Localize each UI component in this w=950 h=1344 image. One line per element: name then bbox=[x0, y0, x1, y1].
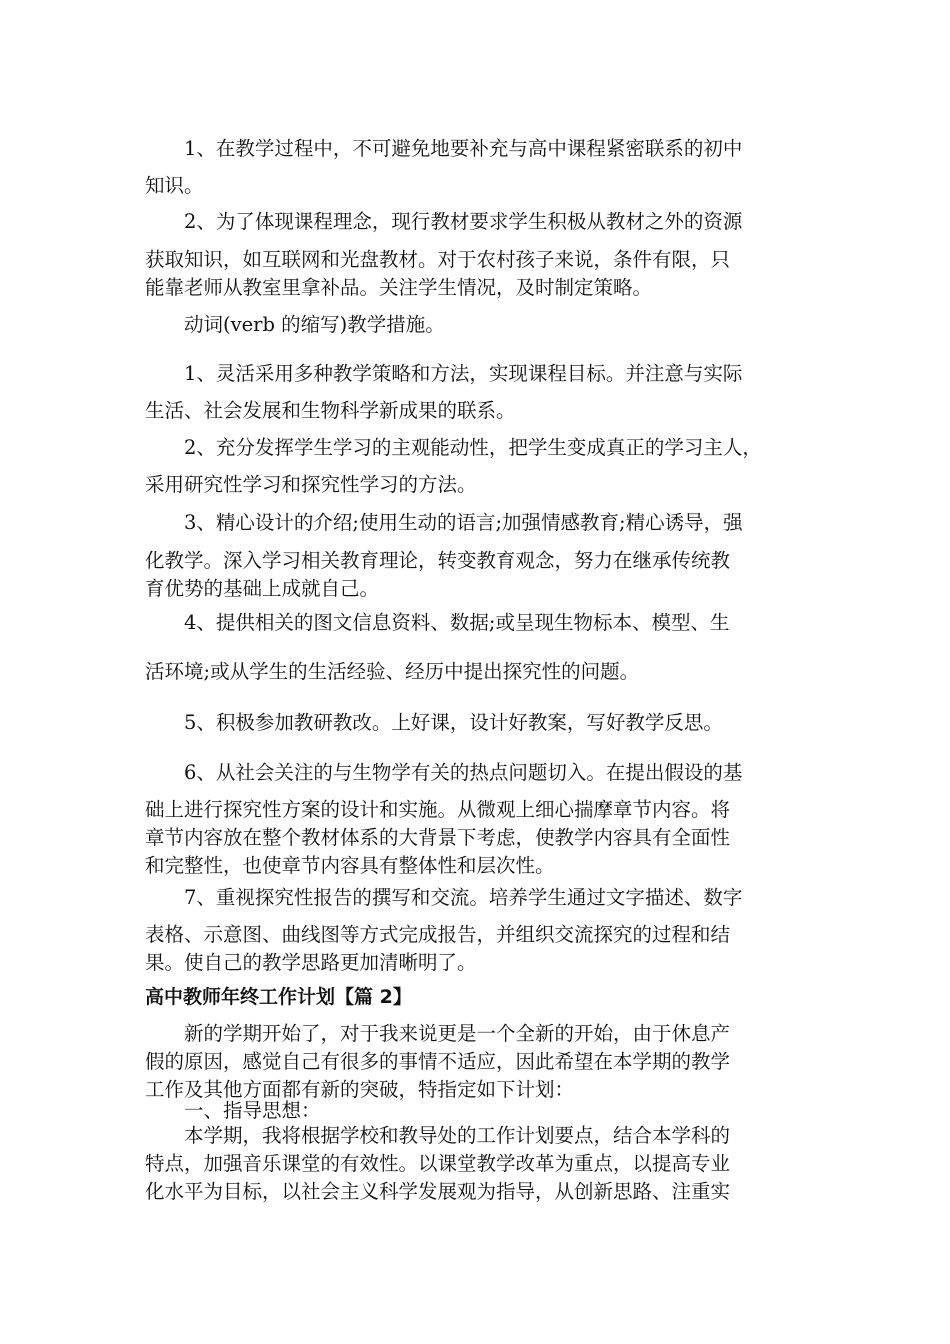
text-line: 和完整性，也使章节内容具有整体性和层次性。 bbox=[145, 854, 555, 877]
paragraph-4 bbox=[145, 360, 815, 425]
text-line: 生活、社会发展和生物科学新成果的联系。 bbox=[145, 399, 516, 422]
text-line: 5、积极参加教研教改。上好课，设计好教案，写好教学反思。 bbox=[145, 711, 723, 734]
paragraph-9 bbox=[145, 759, 815, 880]
text-line: 采用研究性学习和探究性学习的方法。 bbox=[145, 473, 477, 496]
paragraph-2 bbox=[145, 208, 815, 302]
text-line: 活环境;或从学生的生活经验、经历中提出探究性的问题。 bbox=[145, 660, 640, 683]
text-line: 一、指导思想： bbox=[145, 1099, 321, 1122]
text-line: 动词(verb 的缩写)教学措施。 bbox=[145, 313, 445, 336]
paragraph-8 bbox=[145, 709, 815, 737]
text-line: 特点，加强音乐课堂的有效性。以课堂教学改革为重点，以提高专业 bbox=[145, 1152, 731, 1175]
paragraph-7 bbox=[145, 609, 815, 686]
section-heading bbox=[145, 983, 815, 1011]
text-line: 育优势的基础上成就自己。 bbox=[145, 577, 380, 600]
text-line: 知识。 bbox=[145, 174, 204, 197]
text-line: 化教学。深入学习相关教育理论，转变教育观念，努力在继承传统教 bbox=[145, 549, 731, 572]
text-line: 新的学期开始了，对于我来说更是一个全新的开始，由于休息产 bbox=[145, 1022, 731, 1045]
text-line: 4、提供相关的图文信息资料、数据;或呈现生物标本、模型、生 bbox=[145, 611, 730, 634]
paragraph-3 bbox=[145, 311, 815, 339]
text-line: 1、在教学过程中，不可避免地要补充与高中课程紧密联系的初中 bbox=[145, 137, 743, 160]
text-line: 7、重视探究性报告的撰写和交流。培养学生通过文字描述、数字 bbox=[145, 886, 743, 909]
text-line: 表格、示意图、曲线图等方式完成报告，并组织交流探究的过程和结 bbox=[145, 923, 731, 946]
text-line: 获取知识，如互联网和光盘教材。对于农村孩子来说，条件有限，只 bbox=[145, 248, 731, 271]
paragraph-1 bbox=[145, 135, 815, 200]
text-line: 假的原因，感觉自己有很多的事情不适应，因此希望在本学期的教学 bbox=[145, 1050, 731, 1073]
paragraph-12 bbox=[145, 1097, 815, 1125]
text-line: 2、充分发挥学生学习的主观能动性，把学生变成真正的学习主人， bbox=[145, 436, 762, 459]
text-line: 章节内容放在整个教材体系的大背景下考虑，使教学内容具有全面性 bbox=[145, 826, 731, 849]
paragraph-11 bbox=[145, 1020, 815, 1104]
paragraph-5 bbox=[145, 434, 815, 499]
text-line: 化水平为目标，以社会主义科学发展观为指导，从创新思路、注重实 bbox=[145, 1180, 731, 1203]
text-line: 果。使自己的教学思路更加清晰明了。 bbox=[145, 951, 477, 974]
text-line: 3、精心设计的介绍;使用生动的语言;加强情感教育;精心诱导，强 bbox=[145, 511, 743, 534]
paragraph-6 bbox=[145, 509, 815, 603]
text-line: 工作及其他方面都有新的突破，特指定如下计划： bbox=[145, 1078, 575, 1101]
paragraph-10 bbox=[145, 884, 815, 977]
text-line: 本学期，我将根据学校和教导处的工作计划要点，结合本学科的 bbox=[145, 1124, 731, 1147]
text-line: 能靠老师从教室里拿补品。关注学生情况，及时制定策略。 bbox=[145, 276, 653, 299]
text-line: 2、为了体现课程理念，现行教材要求学生积极从教材之外的资源 bbox=[145, 210, 743, 233]
heading-text: 高中教师年终工作计划【篇 2】 bbox=[145, 986, 412, 1008]
text-line: 1、灵活采用多种教学策略和方法，实现课程目标。并注意与实际 bbox=[145, 362, 743, 385]
paragraph-13 bbox=[145, 1122, 815, 1206]
text-line: 6、从社会关注的与生物学有关的热点问题切入。在提出假设的基 bbox=[145, 761, 743, 784]
text-line: 础上进行探究性方案的设计和实施。从微观上细心揣摩章节内容。将 bbox=[145, 798, 731, 821]
